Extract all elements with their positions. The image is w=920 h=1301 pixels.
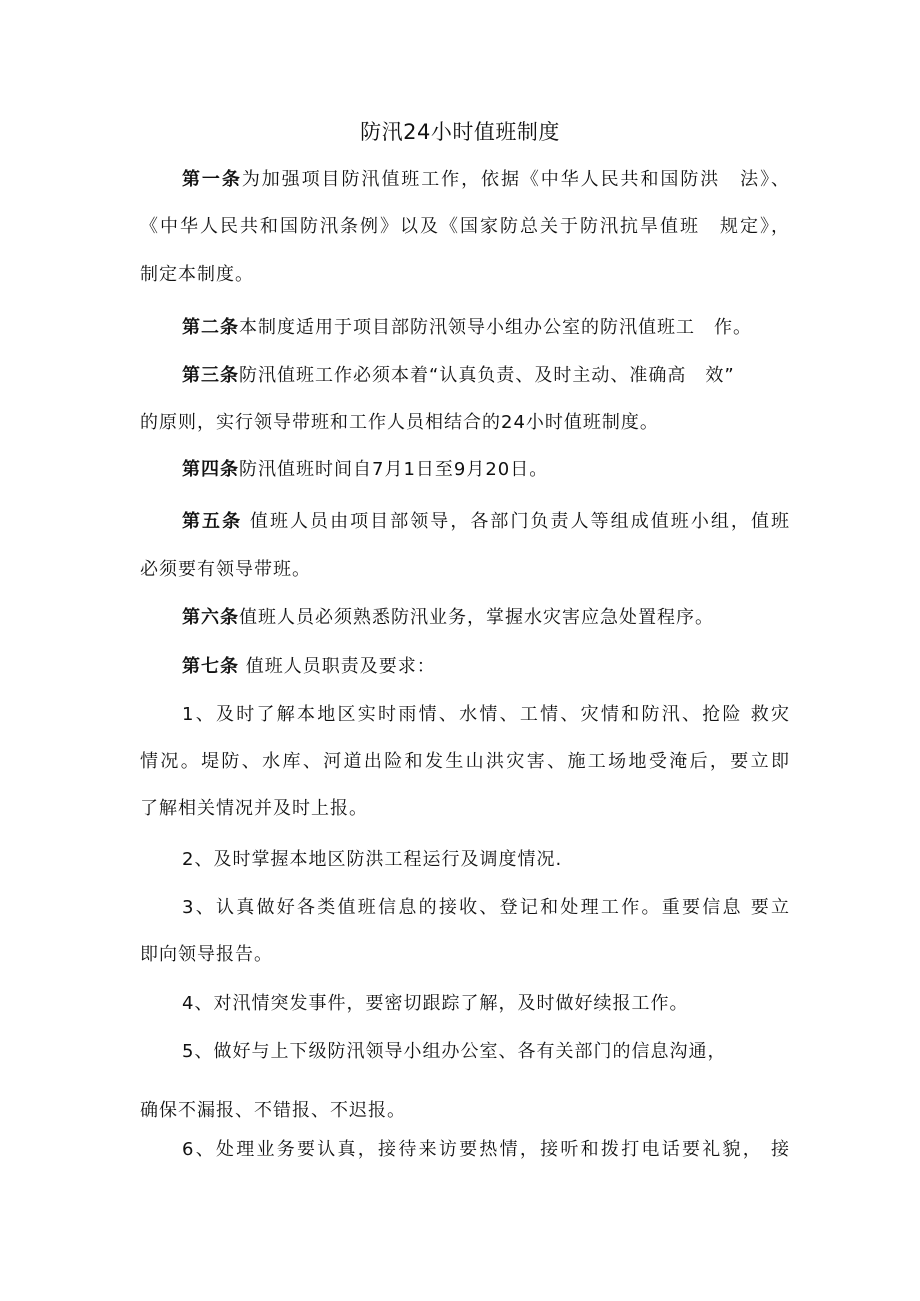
article-3-text-1: 防汛值班工作必须本着“认真负责、及时主动、准确高 效”: [239, 365, 735, 386]
article-6-line-1: [182, 601, 790, 635]
article-2-line-1: [182, 311, 790, 345]
article-7-line-1: [182, 650, 790, 684]
article-1-label: 第一条: [182, 169, 242, 190]
item-1-line-2: 情况。堤防、水库、河道出险和发生山洪灾害、施工场地受淹后，要立即: [140, 751, 790, 772]
article-7-text-1: 值班人员职责及要求：: [239, 656, 436, 677]
item-2-line-1: 2、及时掌握本地区防洪工程运行及调度情况.: [182, 849, 563, 870]
article-6-text-1: 值班人员必须熟悉防汛业务，掌握水灾害应急处置程序。: [239, 607, 714, 628]
article-3-label: 第三条: [182, 365, 239, 386]
item-1-line-1: 1、及时了解本地区实时雨情、水情、工情、灾情和防汛、抢险 救灾: [182, 704, 790, 725]
item-4-line-1: 4、对汛情突发事件，要密切跟踪了解，及时做好续报工作。: [182, 993, 689, 1014]
article-4-line-1: [182, 453, 790, 487]
page-title: 防汛24小时值班制度: [360, 120, 560, 144]
article-2-text-1: 本制度适用于项目部防汛领导小组办公室的防汛值班工 作。: [239, 317, 752, 338]
article-4-text-1: 防汛值班时间自7月1日至9月20日。: [239, 459, 549, 480]
article-1-text-1: 为加强项目防汛值班工作，依据《中华人民共和国防洪 法》、: [241, 169, 791, 190]
article-2-label: 第二条: [182, 317, 239, 338]
item-5-line-1: 5、做好与上下级防汛领导小组办公室、各有关部门的信息沟通，: [182, 1041, 727, 1062]
article-1-line-2: 《中华人民共和国防汛条例》以及《国家防总关于防汛抗旱值班 规定》，: [140, 216, 790, 237]
article-5-text-1: 值班人员由项目部领导，各部门负责人等组成值班小组，值班: [242, 511, 790, 532]
article-5-label: 第五条: [182, 511, 243, 532]
article-5-line-1: [182, 505, 790, 539]
item-5-line-2: 确保不漏报、不错报、不迟报。: [140, 1100, 406, 1121]
article-1-line-3: 制定本制度。: [140, 264, 254, 285]
item-6-line-1: 6、处理业务要认真，接待来访要热情，接听和拨打电话要礼貌， 接: [182, 1139, 790, 1160]
item-3-line-1: 3、认真做好各类值班信息的接收、登记和处理工作。重要信息 要立: [182, 897, 790, 918]
article-6-label: 第六条: [182, 607, 239, 628]
article-5-line-2: 必须要有领导带班。: [140, 559, 311, 580]
article-4-label: 第四条: [182, 459, 239, 480]
article-7-label: 第七条: [182, 656, 239, 677]
item-1-line-3: 了解相关情况并及时上报。: [140, 798, 368, 819]
article-3-line-1: [182, 359, 790, 393]
article-3-line-2: 的原则，实行领导带班和工作人员相结合的24小时值班制度。: [140, 412, 659, 433]
article-1-line-1: [182, 163, 790, 197]
item-3-line-2: 即向领导报告。: [140, 944, 273, 965]
